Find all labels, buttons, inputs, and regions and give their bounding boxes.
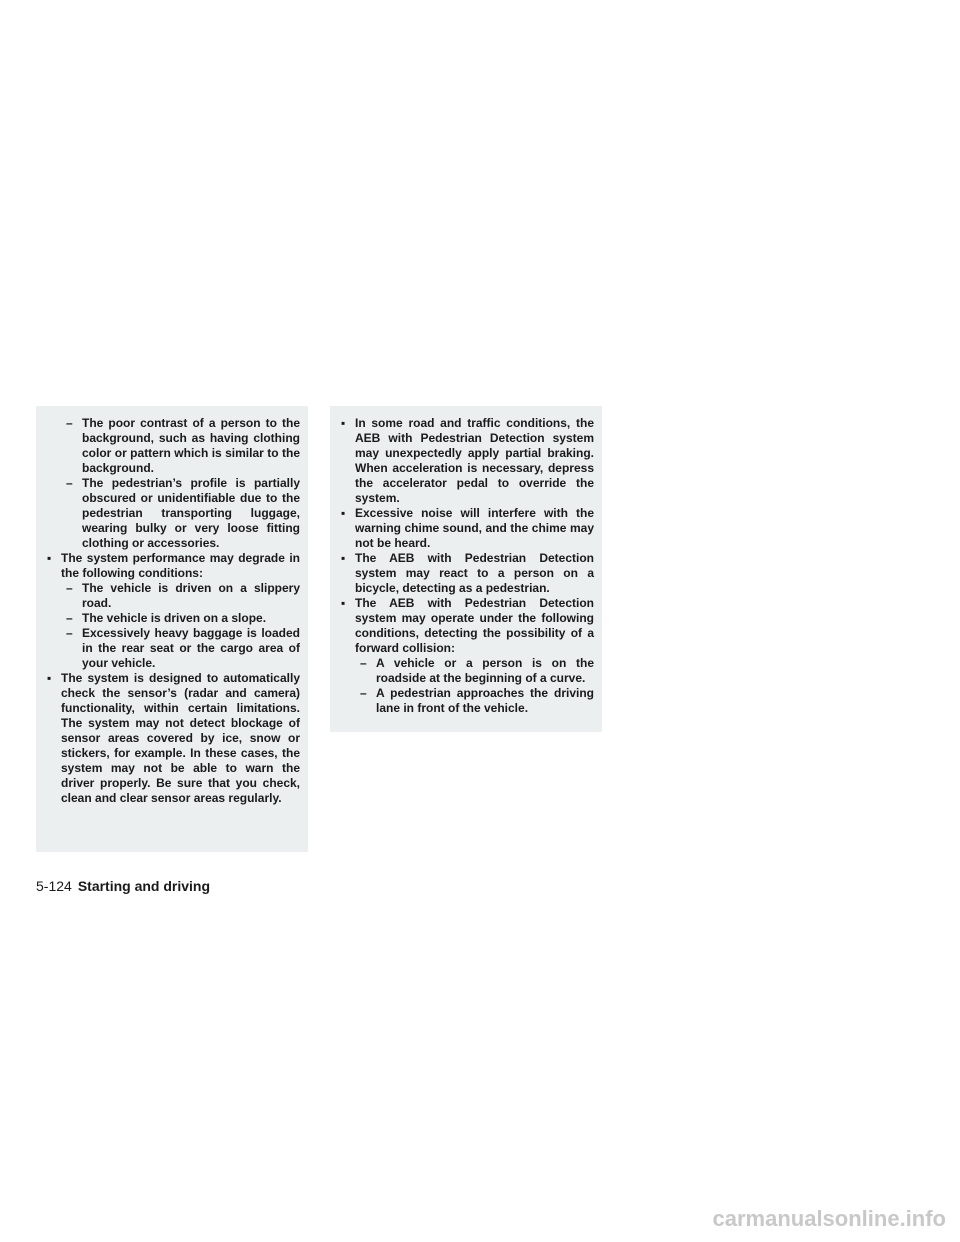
dash-marker: –	[66, 416, 73, 430]
list-item-bullet	[44, 671, 300, 806]
warning-panel-right	[330, 406, 602, 732]
list-item-text: The vehicle is driven on a slope.	[82, 611, 267, 625]
list-item-text: The AEB with Pedestrian Detection system may react to a person on a bicycle, detecting as a pedestrian.	[355, 551, 594, 595]
list-item-text: The system performance may degrade in the following conditions:	[61, 551, 300, 580]
list-item-text: The pedestrian’s profile is partially obscured or unidentifiable due to the pedestrian transporting luggage, wearing bulky or very loose fitting clothing or accessories.	[82, 476, 300, 550]
list-item-text: The system is designed to automatically check the sensor’s (radar and camera) functionality, within certain limitations. The system may not detect blockage of sensor areas covered by ice, snow or stickers, for example. In these cases, the system may not be able to warn the driver properly. Be sure that you check, clean and clear sensor areas regularly.	[61, 671, 300, 805]
list-item-bullet	[44, 551, 300, 581]
warning-panel-left	[36, 406, 308, 852]
bullet-marker: ▪	[47, 671, 52, 685]
list-item-text: The AEB with Pedestrian Detection system may operate under the following conditions, detecting the possibility of a forward collision:	[355, 596, 594, 655]
list-item-bullet	[338, 416, 594, 506]
list-item-dash	[44, 626, 300, 671]
bullet-marker: ▪	[341, 596, 346, 610]
list-item-text: The poor contrast of a person to the background, such as having clothing color or pattern which is similar to the background.	[82, 416, 300, 475]
page-number: 5-124	[36, 878, 72, 894]
dash-marker: –	[360, 656, 367, 670]
bullet-marker: ▪	[341, 416, 346, 430]
list-item-dash	[338, 656, 594, 686]
list-item-dash	[338, 686, 594, 716]
page-footer	[36, 878, 210, 894]
list-item-text: In some road and traffic conditions, the AEB with Pedestrian Detection system may unexpectedly apply partial braking. When acceleration is necessary, depress the accelerator pedal to override the system.	[355, 416, 594, 505]
list-item-bullet	[338, 551, 594, 596]
dash-marker: –	[66, 476, 73, 490]
section-title: Starting and driving	[77, 878, 211, 894]
bullet-marker: ▪	[341, 506, 346, 520]
list-item-bullet	[338, 596, 594, 656]
dash-marker: –	[66, 611, 73, 625]
dash-marker: –	[66, 581, 73, 595]
list-item-dash	[44, 611, 300, 626]
dash-marker: –	[66, 626, 73, 640]
list-item-text: Excessively heavy baggage is loaded in the rear seat or the cargo area of your vehicle.	[82, 626, 300, 670]
list-item-bullet	[338, 506, 594, 551]
list-item-dash	[44, 476, 300, 551]
bullet-marker: ▪	[47, 551, 52, 565]
list-item-dash	[44, 416, 300, 476]
dash-marker: –	[360, 686, 367, 700]
list-item-text: Excessive noise will interfere with the warning chime sound, and the chime may not be heard.	[355, 506, 594, 550]
list-item-text: A pedestrian approaches the driving lane in front of the vehicle.	[376, 686, 594, 715]
list-item-dash	[44, 581, 300, 611]
list-item-text: A vehicle or a person is on the roadside at the beginning of a curve.	[376, 656, 594, 685]
list-item-text: The vehicle is driven on a slippery road.	[82, 581, 300, 610]
watermark-text: carmanualsonline.info	[712, 1206, 946, 1231]
bullet-marker: ▪	[341, 551, 346, 565]
